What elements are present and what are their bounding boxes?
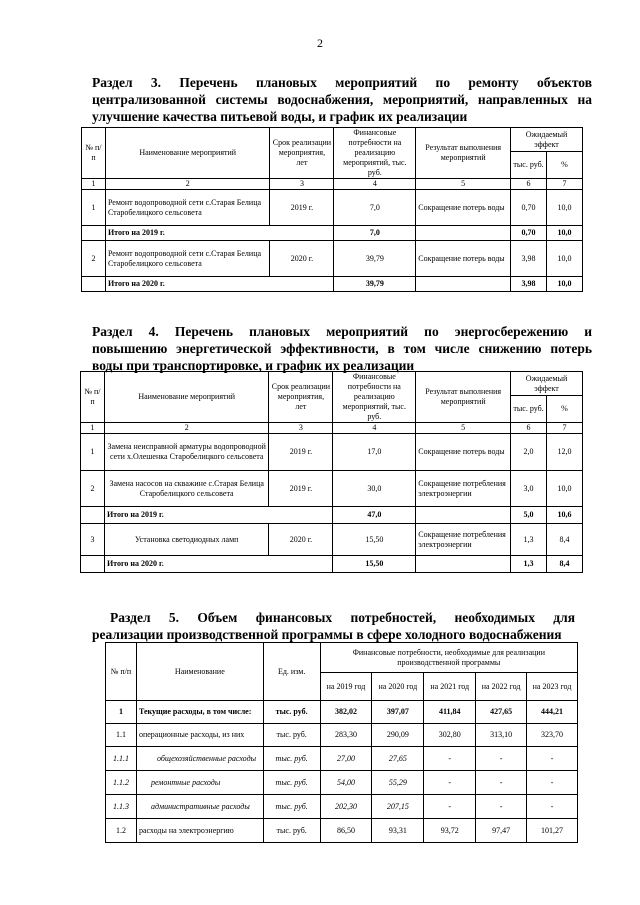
cell-finance: 17,0: [333, 434, 416, 471]
column-number: 7: [547, 179, 583, 190]
col-header-effect-pct: %: [547, 396, 583, 423]
cell-name: расходы на электроэнергию: [136, 819, 263, 843]
cell-value: -: [424, 795, 476, 819]
table-row: [81, 471, 583, 507]
cell-effect-pct: 8,4: [547, 524, 583, 556]
total-effect-sum: 1,3: [511, 556, 547, 573]
section-5-table: [105, 642, 578, 843]
table-row: [106, 771, 578, 795]
cell-num: 1.1.2: [106, 771, 137, 795]
cell-value: -: [424, 747, 476, 771]
column-number: 7: [547, 423, 583, 434]
col-header-effect-sum: тыс. руб.: [511, 152, 547, 179]
cell-term: 2020 г.: [269, 524, 333, 556]
total-finance: 47,0: [333, 507, 416, 524]
total-label: Итого на 2020 г.: [105, 277, 333, 292]
section-4-title: [92, 323, 592, 374]
cell-effect-pct: 10,0: [547, 190, 583, 226]
cell-value: 283,30: [320, 724, 372, 747]
cell-value: 202,30: [320, 795, 372, 819]
table-row: [82, 190, 583, 226]
cell-name: общехозяйственные расходы: [136, 747, 263, 771]
total-finance: 15,50: [333, 556, 416, 573]
cell-name: Замена насосов на скважине с.Старая Белица Старобелицкого сельсовета: [104, 471, 269, 507]
cell-value: -: [527, 771, 578, 795]
cell-value: 444,21: [527, 701, 578, 724]
cell-num: 1.1.3: [106, 795, 137, 819]
total-effect-sum: 0,70: [511, 226, 547, 241]
column-number: 6: [511, 423, 547, 434]
cell-name: Ремонт водопроводной сети с.Старая Белица Старобелицкого сельсовета: [105, 241, 270, 277]
cell-result: Сокращение потерь воды: [416, 434, 511, 471]
cell-term: 2019 г.: [269, 471, 333, 507]
section-4-title-line: Раздел 4. Перечень плановых мероприятий по энергосбережению и: [92, 324, 592, 339]
cell-value: 302,80: [424, 724, 476, 747]
cell-term: 2020 г.: [270, 241, 334, 277]
col-header-finance: Финансовые потребности, необходимые для реализации производственной программы: [320, 643, 577, 673]
col-header-term: Срок реализации мероприятия, лет: [269, 372, 333, 423]
column-number: 5: [416, 423, 511, 434]
total-effect-pct: 10,6: [547, 507, 583, 524]
cell-finance: 30,0: [333, 471, 416, 507]
table-row: [82, 241, 583, 277]
cell-value: -: [476, 771, 527, 795]
total-effect-sum: 3,98: [511, 277, 547, 292]
section-4-table: [80, 371, 583, 573]
cell-value: -: [527, 747, 578, 771]
total-row: [82, 226, 583, 241]
cell-result: Сокращение потребления электроэнергии: [416, 524, 511, 556]
total-row: [81, 507, 583, 524]
cell-num: 1.1: [106, 724, 137, 747]
cell-num: 1: [82, 190, 106, 226]
cell-finance: 7,0: [334, 190, 416, 226]
cell-num: 1: [106, 701, 137, 724]
cell-num: 1: [81, 434, 105, 471]
cell-value: 427,65: [476, 701, 527, 724]
cell-result: Сокращение потерь воды: [416, 190, 511, 226]
cell-value: 97,47: [476, 819, 527, 843]
col-header-result: Результат выполнения мероприятий: [416, 372, 511, 423]
section-3-title-line: улучшение качества питьевой воды, и график их реализации: [92, 109, 468, 124]
total-label: Итого на 2020 г.: [104, 556, 332, 573]
column-number: 1: [82, 179, 106, 190]
cell-name: Текущие расходы, в том числе:: [136, 701, 263, 724]
cell-value: -: [424, 771, 476, 795]
cell-value: -: [476, 747, 527, 771]
cell-finance: 39,79: [334, 241, 416, 277]
total-finance: 39,79: [334, 277, 416, 292]
column-number: 6: [511, 179, 547, 190]
cell-value: 207,15: [372, 795, 424, 819]
cell-name: Установка светодиодных ламп: [104, 524, 269, 556]
cell-value: 27,65: [372, 747, 424, 771]
cell-value: -: [527, 795, 578, 819]
cell-unit: тыс. руб.: [263, 701, 320, 724]
cell-effect-pct: 10,0: [547, 471, 583, 507]
col-header-term: Срок реализации мероприятия, лет: [270, 128, 334, 179]
total-label: Итого на 2019 г.: [104, 507, 332, 524]
cell-value: 290,09: [372, 724, 424, 747]
cell-value: 93,31: [372, 819, 424, 843]
column-number: 5: [416, 179, 511, 190]
col-header-year: на 2019 год: [320, 673, 372, 701]
column-number: 4: [334, 179, 416, 190]
cell-result: Сокращение потребления электроэнергии: [416, 471, 511, 507]
cell-unit: тыс. руб.: [263, 724, 320, 747]
cell-num: 1.1.1: [106, 747, 137, 771]
col-header-name: Наименование: [136, 643, 263, 701]
cell-effect-pct: 10,0: [547, 241, 583, 277]
col-header-name: Наименование мероприятий: [104, 372, 269, 423]
cell-name: административные расходы: [136, 795, 263, 819]
col-header-effect-pct: %: [547, 152, 583, 179]
cell-value: 397,07: [372, 701, 424, 724]
cell-effect-sum: 3,98: [511, 241, 547, 277]
cell-effect-sum: 2,0: [511, 434, 547, 471]
table-row: [106, 795, 578, 819]
cell-value: 54,00: [320, 771, 372, 795]
total-effect-pct: 8,4: [547, 556, 583, 573]
cell-value: 27,00: [320, 747, 372, 771]
cell-num: 3: [81, 524, 105, 556]
column-number: 4: [333, 423, 416, 434]
cell-num: 2: [81, 471, 105, 507]
col-header-year: на 2023 год: [527, 673, 578, 701]
section-5-title-line: Раздел 5. Объем финансовых потребностей, необходимых для: [110, 610, 575, 625]
total-row: [81, 556, 583, 573]
col-header-num: № п/п: [106, 643, 137, 701]
section-4-title-line: повышению энергетической эффективности, в том числе снижению потерь: [92, 341, 592, 356]
column-number: 1: [81, 423, 105, 434]
col-header-finance: Финансовые потребности на реализацию мероприятий, тыс. руб.: [333, 372, 416, 423]
cell-term: 2019 г.: [269, 434, 333, 471]
table-row: [106, 747, 578, 771]
col-header-unit: Ед. изм.: [263, 643, 320, 701]
col-header-num: № п/п: [81, 372, 105, 423]
cell-result: Сокращение потерь воды: [416, 241, 511, 277]
cell-effect-sum: 1,3: [511, 524, 547, 556]
col-header-year: на 2021 год: [424, 673, 476, 701]
total-row: [82, 277, 583, 292]
table-row: [106, 701, 578, 724]
cell-term: 2019 г.: [270, 190, 334, 226]
table-row: [106, 819, 578, 843]
cell-effect-sum: 3,0: [511, 471, 547, 507]
cell-value: 411,84: [424, 701, 476, 724]
column-number: 3: [270, 179, 334, 190]
column-number: 2: [104, 423, 269, 434]
col-header-finance: Финансовые потребности на реализацию мероприятий, тыс. руб.: [334, 128, 416, 179]
column-number: 2: [105, 179, 270, 190]
table-row: [81, 524, 583, 556]
cell-effect-pct: 12,0: [547, 434, 583, 471]
section-3-title-line: Раздел 3. Перечень плановых мероприятий по ремонту объектов: [92, 75, 592, 90]
cell-value: 93,72: [424, 819, 476, 843]
cell-name: операционные расходы, из них: [136, 724, 263, 747]
cell-unit: тыс. руб.: [263, 747, 320, 771]
cell-value: 382,02: [320, 701, 372, 724]
col-header-name: Наименование мероприятий: [105, 128, 270, 179]
cell-num: 1.2: [106, 819, 137, 843]
total-label: Итого на 2019 г.: [105, 226, 333, 241]
total-effect-pct: 10,0: [547, 277, 583, 292]
cell-effect-sum: 0,70: [511, 190, 547, 226]
cell-value: 323,70: [527, 724, 578, 747]
cell-value: 86,50: [320, 819, 372, 843]
cell-unit: тыс. руб.: [263, 771, 320, 795]
cell-value: 101,27: [527, 819, 578, 843]
col-header-effect: Ожидаемый эффект: [511, 128, 583, 152]
cell-value: 313,10: [476, 724, 527, 747]
cell-unit: тыс. руб.: [263, 795, 320, 819]
total-finance: 7,0: [334, 226, 416, 241]
cell-name: Замена неисправной арматуры водопроводной сети х.Олешенка Старобелицкого сельсовета: [104, 434, 269, 471]
total-effect-sum: 5,0: [511, 507, 547, 524]
section-3-table: [81, 127, 583, 292]
section-3-title: [92, 74, 592, 125]
col-header-effect: Ожидаемый эффект: [511, 372, 583, 396]
table-row: [81, 434, 583, 471]
page-number: 2: [317, 36, 323, 50]
cell-value: -: [476, 795, 527, 819]
cell-value: 55,29: [372, 771, 424, 795]
cell-num: 2: [82, 241, 106, 277]
section-5-title-line: реализации производственной программы в сфере холодного водоснабжения: [92, 627, 562, 642]
cell-name: Ремонт водопроводной сети с.Старая Белица Старобелицкого сельсовета: [105, 190, 270, 226]
col-header-year: на 2020 год: [372, 673, 424, 701]
cell-finance: 15,50: [333, 524, 416, 556]
col-header-effect-sum: тыс. руб.: [511, 396, 547, 423]
section-5-title: [92, 609, 575, 643]
section-3-title-line: централизованной системы водоснабжения, мероприятий, направленных на: [92, 92, 592, 107]
total-effect-pct: 10,0: [547, 226, 583, 241]
cell-name: ремонтные расходы: [136, 771, 263, 795]
col-header-result: Результат выполнения мероприятий: [416, 128, 511, 179]
table-row: [106, 724, 578, 747]
col-header-num: № п/п: [82, 128, 106, 179]
section-4-title-line: воды при транспортировке, и график их реализации: [92, 358, 415, 373]
cell-unit: тыс. руб.: [263, 819, 320, 843]
column-number: 3: [269, 423, 333, 434]
col-header-year: на 2022 год: [476, 673, 527, 701]
